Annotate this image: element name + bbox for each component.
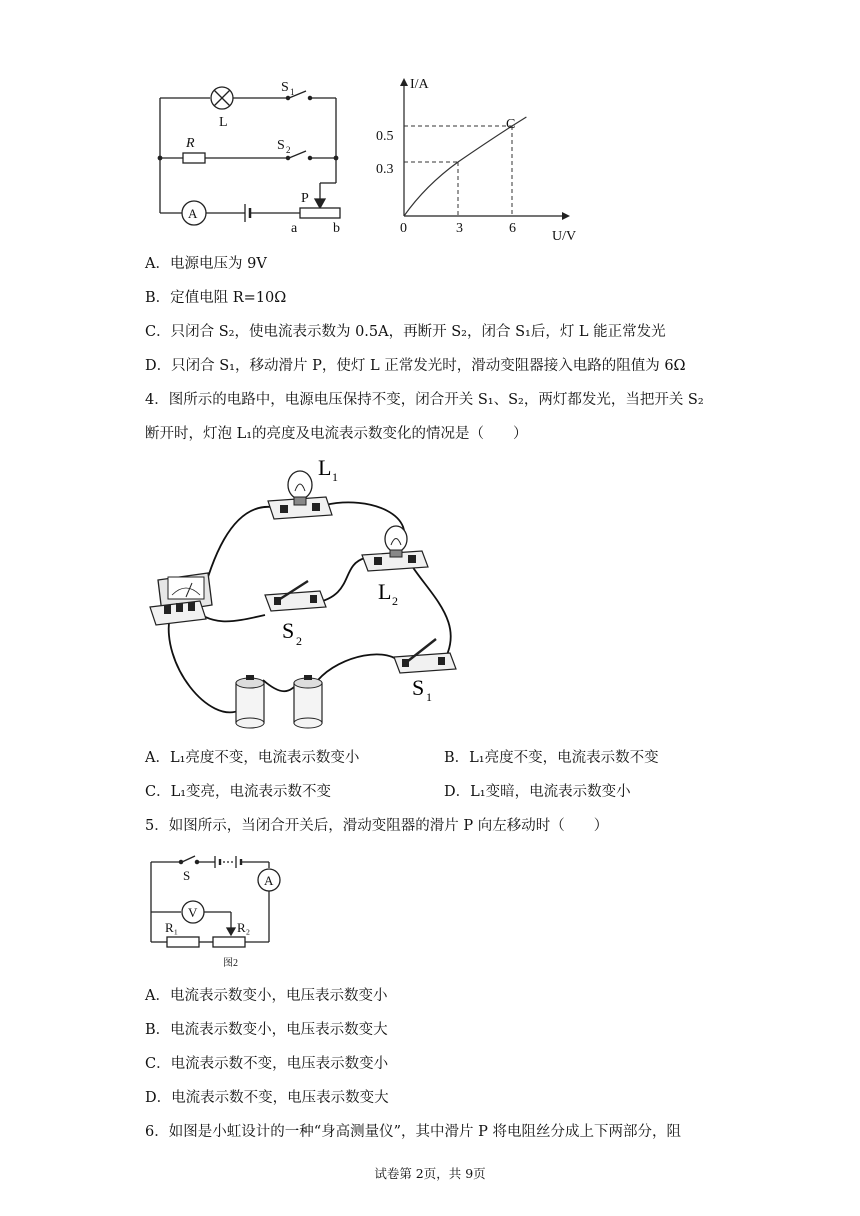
label-s2: S	[277, 138, 285, 153]
x-tick-0: 0	[400, 221, 407, 236]
label-s2-physical-sub: 2	[296, 634, 302, 648]
page-footer: 试卷第 2页，共 9页	[374, 1166, 486, 1181]
label-lamp-l: L	[219, 115, 228, 130]
q5-option-a: A．电流表示数变小，电压表示数变小	[145, 988, 388, 1004]
q3-option-b: B．定值电阻 R=10Ω	[145, 290, 287, 306]
q4-option-b: B．L₁亮度不变，电流表示数不变	[444, 750, 659, 766]
label-l2: L	[378, 579, 392, 604]
q5-option-d: D．电流表示数不变，电压表示数变大	[145, 1090, 389, 1106]
y-tick-0.5: 0.5	[376, 129, 394, 144]
label-l1-sub: 1	[332, 470, 338, 484]
label-s2-sub: 2	[286, 145, 291, 155]
q5-option-c: C．电流表示数不变，电压表示数变小	[145, 1056, 389, 1072]
label-slider-p: P	[301, 191, 309, 206]
label-r2: R₂	[237, 920, 251, 935]
x-axis-label: U/V	[552, 229, 577, 244]
label-l1: L	[318, 455, 332, 480]
label-end-b: b	[333, 221, 340, 236]
physical-circuit-diagram	[140, 455, 470, 735]
battery-right	[294, 675, 322, 728]
label-s1: S	[281, 80, 289, 95]
x-tick-3: 3	[456, 221, 463, 236]
q4-option-a: A．L₁亮度不变，电流表示数变小	[145, 750, 360, 766]
q5-option-b: B．电流表示数变小，电压表示数变大	[145, 1022, 388, 1038]
q4-option-d: D．L₁变暗，电流表示数变小	[444, 784, 631, 800]
label-end-a: a	[291, 221, 298, 236]
circuit-diagram-q5	[145, 848, 295, 973]
y-tick-0.3: 0.3	[376, 162, 394, 177]
ammeter-label-q5: A	[264, 873, 274, 888]
y-axis-label: I/A	[410, 77, 429, 92]
x-tick-6: 6	[509, 221, 516, 236]
q4-option-c: C．L₁变亮，电流表示数不变	[145, 784, 332, 800]
q4-stem-line2: 断开时，灯泡 L₁的亮度及电流表示数变化的情况是（ ）	[145, 426, 528, 442]
label-resistor-r: R	[186, 136, 195, 151]
figure-caption: 图2	[223, 958, 238, 969]
ammeter-label: A	[188, 206, 198, 221]
label-s1-physical-sub: 1	[426, 690, 432, 704]
q6-stem: 6．如图是小虹设计的一种“身高测量仪”，其中滑片 P 将电阻丝分成上下两部分，阻	[145, 1124, 682, 1140]
label-s1-physical: S	[412, 675, 425, 700]
label-r1: R₁	[165, 920, 179, 935]
label-switch-s: S	[183, 868, 191, 883]
battery-left	[236, 675, 264, 728]
label-l2-sub: 2	[392, 594, 398, 608]
label-s2-physical: S	[282, 618, 295, 643]
circuit-diagram-1	[150, 78, 360, 238]
q5-stem: 5．如图所示，当闭合开关后，滑动变阻器的滑片 P 向左移动时（ ）	[145, 818, 609, 834]
voltmeter-label: V	[188, 905, 198, 920]
q4-stem-line1: 4．图所示的电路中，电源电压保持不变，闭合开关 S₁、S₂，两灯都发光，当把开关 S₂	[145, 392, 704, 408]
point-c-label: C	[506, 117, 516, 132]
label-s1-sub: 1	[290, 87, 295, 97]
iu-graph	[370, 74, 580, 244]
q3-option-d: D．只闭合 S₁，移动滑片 P，使灯 L 正常发光时，滑动变阻器接入电路的阻值为 6Ω	[145, 358, 686, 374]
q3-option-c: C．只闭合 S₂，使电流表示数为 0.5A，再断开 S₂，闭合 S₁后，灯 L 能正常发光	[145, 324, 666, 340]
q3-option-a: A．电源电压为 9V	[145, 256, 267, 272]
